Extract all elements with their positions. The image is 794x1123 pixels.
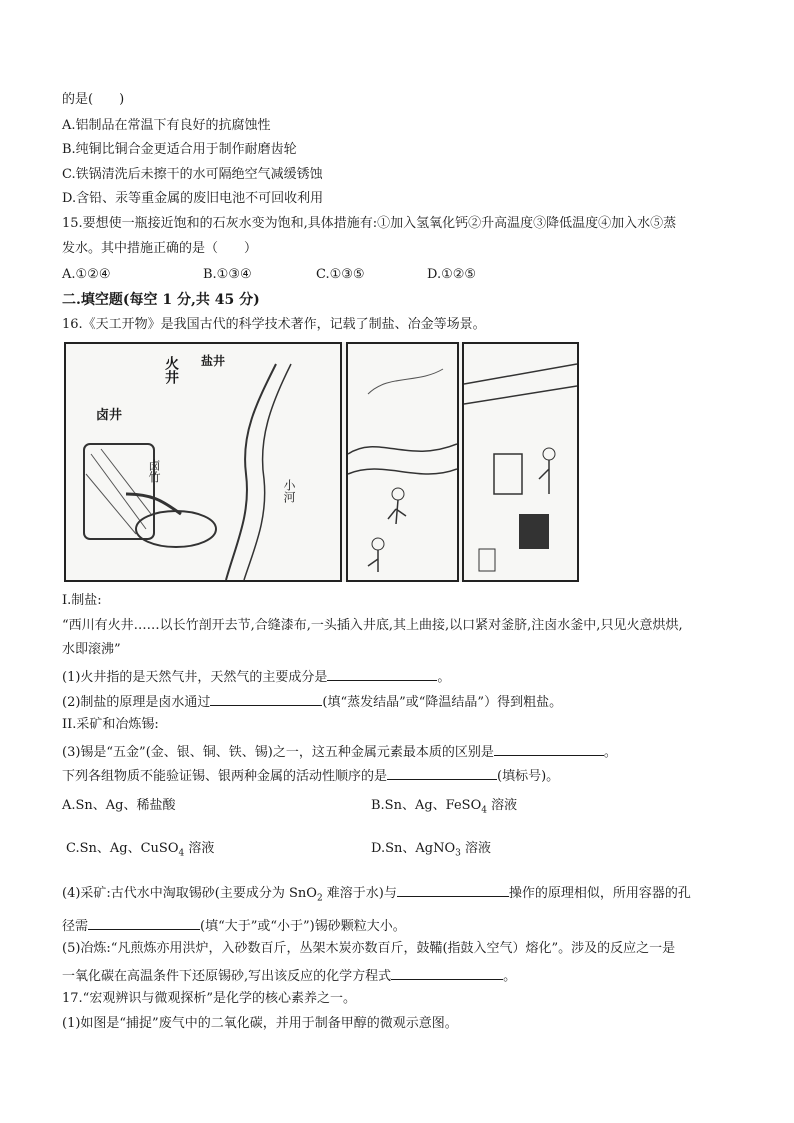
q15-line1: 15.要想使一瓶接近饱和的石灰水变为饱和,具体措施有:①加入氢氧化钙②升高温度③降低温度④加入水⑤蒸 bbox=[62, 216, 677, 231]
q3-line bbox=[62, 741, 617, 762]
q1-text: (1)火井指的是天然气井，天然气的主要成分是 bbox=[62, 670, 328, 685]
smelting-panel bbox=[462, 342, 579, 582]
q3-end: 。 bbox=[603, 745, 617, 760]
salt-well-panel bbox=[64, 342, 342, 582]
smelting-drawing bbox=[464, 344, 577, 580]
label-salt-well: 盐井 bbox=[201, 354, 226, 368]
q3-option-d: D.Sn、AgNO$_3$ 溶液 bbox=[371, 841, 491, 859]
q17-1: (1)如图是“捕捉”废气中的二氧化碳，并用于制备甲醇的微观示意图。 bbox=[62, 1016, 458, 1031]
q3b-line bbox=[62, 765, 559, 786]
mining-panel bbox=[346, 342, 459, 582]
mining-drawing bbox=[348, 344, 457, 580]
q14-tail: 的是( ) bbox=[62, 92, 125, 107]
q4b-answer-blank[interactable] bbox=[88, 915, 200, 930]
tiangong-kaiwu-illustration bbox=[64, 342, 579, 582]
label-small-river: 小河 bbox=[282, 479, 296, 503]
part2-title: II.采矿和冶炼锡: bbox=[62, 717, 159, 732]
q15-option-d: D.①②⑤ bbox=[427, 267, 477, 282]
q14-option-b: B.纯铜比铜合金更适合用于制作耐磨齿轮 bbox=[62, 142, 297, 157]
label-brine-bamboo: 卤竹 bbox=[147, 459, 161, 483]
part1-title: I.制盐: bbox=[62, 593, 102, 608]
section2-title: 二.填空题(每空 1 分,共 45 分) bbox=[62, 292, 260, 308]
label-brine-well: 卤井 bbox=[96, 408, 123, 423]
q14-option-d: D.含铅、汞等重金属的废旧电池不可回收利用 bbox=[62, 191, 324, 206]
salt-well-drawing bbox=[66, 344, 340, 580]
q4-answer-blank[interactable] bbox=[397, 882, 509, 897]
q3-text: (3)锡是“五金”(金、银、铜、铁、锡)之一，这五种金属元素最本质的区别是 bbox=[62, 745, 494, 760]
q2-answer-blank[interactable] bbox=[210, 691, 322, 706]
q1-end: 。 bbox=[437, 670, 451, 685]
q3-option-c: C.Sn、Ag、CuSO$_4$ 溶液 bbox=[66, 841, 215, 859]
q15-option-a: A.①②④ bbox=[62, 267, 111, 282]
q15-option-b: B.①③④ bbox=[203, 267, 252, 282]
q3b-end: (填标号)。 bbox=[497, 769, 560, 784]
q15-line2: 发水。其中措施正确的是（ ） bbox=[62, 241, 258, 256]
q3b-answer-blank[interactable] bbox=[387, 765, 497, 780]
quote-line1: “西川有火井……以长竹剖开去节,合缝漆布,一头插入井底,其上曲接,以口紧对釜脐,注卤水釜中,只见火意烘烘, bbox=[62, 618, 683, 633]
q15-option-c: C.①③⑤ bbox=[316, 267, 365, 282]
q5-line2: 一氧化碳在高温条件下还原锡砂,写出该反应的化学方程式 。 bbox=[62, 965, 516, 986]
q1-answer-blank[interactable] bbox=[327, 666, 437, 681]
q3-option-a: A.Sn、Ag、稀盐酸 bbox=[62, 798, 176, 813]
q3-option-b: B.Sn、Ag、FeSO$_4$ 溶液 bbox=[371, 798, 518, 816]
q16-intro: 16.《天工开物》是我国古代的科学技术著作，记载了制盐、冶金等场景。 bbox=[62, 317, 486, 332]
q3-answer-blank[interactable] bbox=[494, 741, 604, 756]
label-fire-well: 火井 bbox=[163, 356, 179, 384]
q2-text: (2)制盐的原理是卤水通过 bbox=[62, 695, 211, 710]
q1-line bbox=[62, 666, 450, 687]
q3b-text: 下列各组物质不能验证锡、银两种金属的活动性顺序的是 bbox=[62, 769, 388, 784]
q17-title: 17.“宏观辨识与微观探析”是化学的核心素养之一。 bbox=[62, 991, 356, 1006]
q5-line1: (5)冶炼:“凡煎炼亦用洪炉，入砂数百斤，丛架木炭亦数百斤，鼓鞴(指鼓入空气）熔化”。涉及的反应之一是 bbox=[62, 941, 676, 956]
q4b-line: 径需 (填“大于”或“小于”)锡砂颗粒大小。 bbox=[62, 915, 406, 936]
q5-answer-blank[interactable] bbox=[391, 965, 503, 980]
q14-option-c: C.铁锅清洗后未擦干的水可隔绝空气减缓锈蚀 bbox=[62, 167, 323, 182]
q2-line bbox=[62, 691, 562, 712]
q2-end: (填“蒸发结晶”或“降温结晶”）得到粗盐。 bbox=[322, 695, 563, 710]
q14-option-a: A.铝制品在常温下有良好的抗腐蚀性 bbox=[62, 118, 271, 133]
quote-line2: 水即滚沸” bbox=[62, 642, 121, 657]
q4-line: (4)采矿:古代水中淘取锡砂(主要成分为 SnO$_2$ 难溶于水)与 操作的原理相似，所用容器的孔 bbox=[62, 882, 691, 908]
